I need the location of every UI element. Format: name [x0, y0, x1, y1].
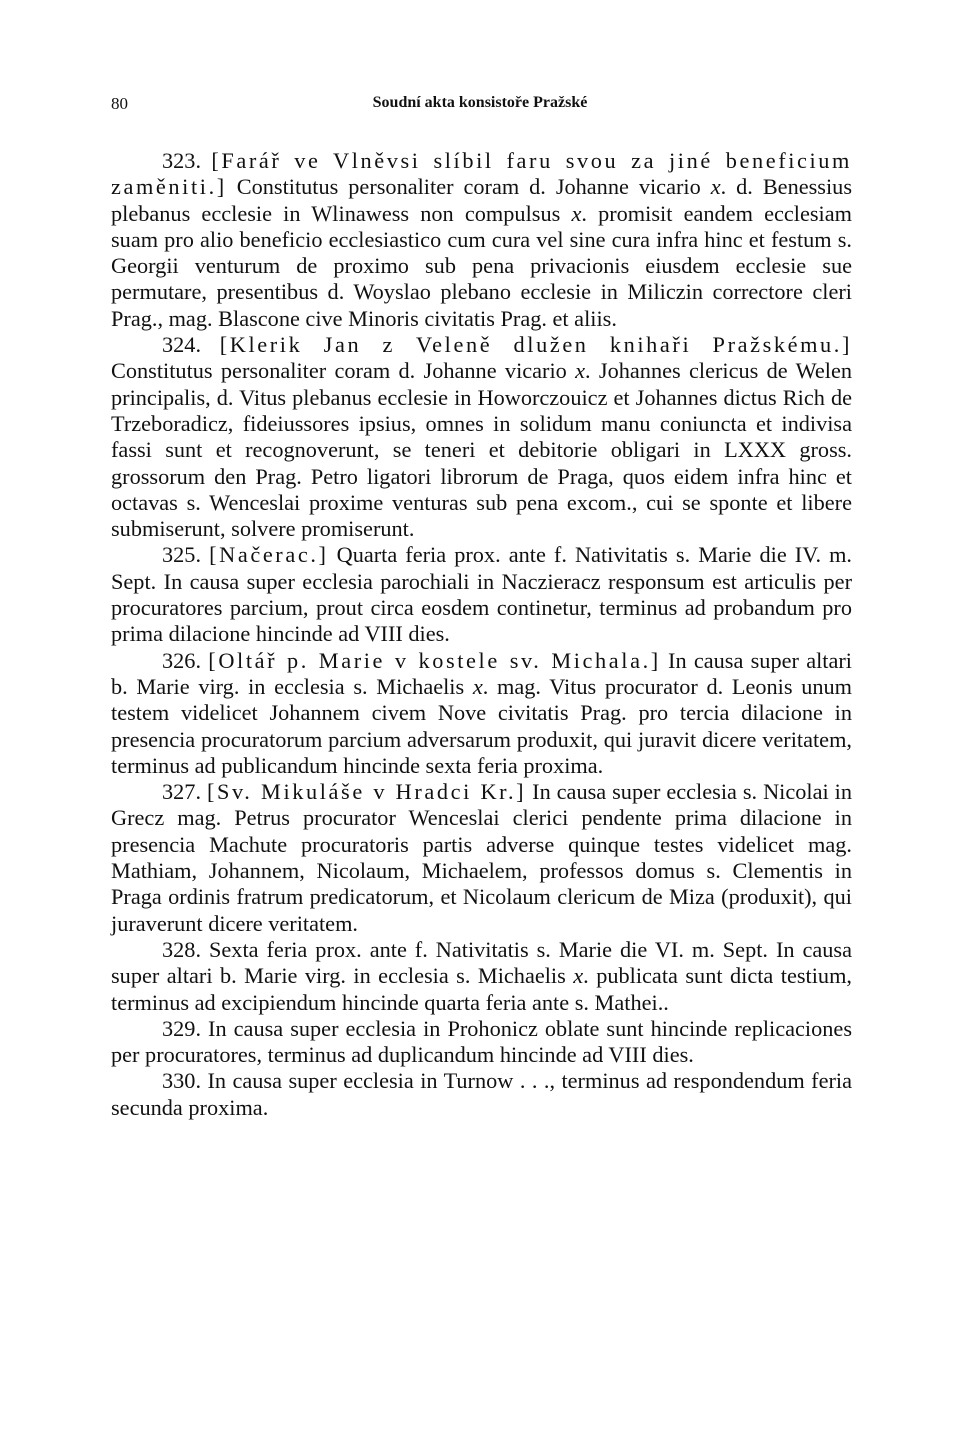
entry-text: . Johannes clericus de Welen principalis, d. Vitus plebanus ecclesie in Howorczouicz et Johannes dictus Rich de Trzeboradicz, fideiussores ipsius, omnes in solidum manu coniuncta et indivisa fassi sunt et recognoverunt, se teneri et debitorie obligari in LXXX gross. grossorum den Prag. Petro ligatori librorum de Praga, quos eidem infra hinc et octavas s. Wenceslai proxime venturas sub pena excom., cui se sponte et libere submiserunt, solvere promiserunt.	[111, 358, 852, 542]
entry-text: . d. Benessius plebanus ecclesie in Wlinawess non compulsus	[111, 174, 853, 226]
entry-text: In causa super altari b. Marie virg. in ecclesia s. Michaelis	[111, 647, 852, 699]
entry-heading: [Oltář p. Marie v kostele sv. Michala.]	[208, 647, 661, 673]
entry-text: Sexta feria prox. ante f. Nativitatis s. Marie die VI. m. Sept. In causa super altari b. Marie virg. in ecclesia s. Michaelis	[111, 936, 852, 989]
page-number: 80	[111, 94, 128, 113]
entry-number: 330.	[162, 1068, 202, 1094]
entry-325	[111, 542, 852, 647]
entry-328	[111, 937, 852, 1016]
entry-number: 329.	[162, 1015, 202, 1041]
entry-heading: [Načerac.]	[209, 542, 329, 568]
entry-324	[111, 332, 852, 542]
variable-x: x	[571, 200, 582, 226]
entry-text: In causa super ecclesia s. Nicolai in Grecz mag. Petrus procurator Wenceslai clerici pendente prima dilacione in presencia Machute procuratoris partis adverse quinque testes videlicet mag. Mathiam, Johannem, Nicolaum, Michaelem, professos domus s. Clementis in Praga ordinis fratrum predicatorum, et Nicolaum clericum de Miza (produxit), qui juraverunt dicere veritatem.	[111, 779, 852, 936]
variable-x: x	[710, 174, 721, 200]
body-text	[111, 148, 852, 1121]
entry-text: In causa super ecclesia in Prohonicz oblate sunt hincinde replicaciones per procuratores, terminus ad duplicandum hincinde ad VIII dies.	[111, 1015, 852, 1068]
entry-text: Constitutus personaliter coram d. Johanne vicario	[111, 358, 576, 384]
entry-329	[111, 1016, 852, 1069]
running-title: Soudní akta konsistoře Pražské	[372, 94, 588, 111]
entry-text: In causa super ecclesia in Turnow . . ., terminus ad respondendum feria secunda proxima.	[111, 1068, 852, 1120]
entry-number: 327.	[162, 779, 202, 805]
entry-text: . publicata sunt dicta testium, terminus ad excipiendum hincinde quarta feria ante s. Mathei..	[111, 963, 852, 1015]
entry-330	[111, 1068, 852, 1121]
entry-text: . mag. Vitus procurator d. Leonis unum testem videlicet Johannem civem Nove civitatis Prag. pro tercia dilacione in presencia procuratorum parcium adversarum produxit, qui juravit dicere veritatem, terminus ad publicandum hincinde sexta feria proxima.	[111, 673, 852, 778]
variable-x: x	[472, 673, 483, 699]
entry-number: 323.	[162, 148, 202, 173]
entry-heading: [Klerik Jan z Veleně dlužen knihaři Pražskému.]	[219, 332, 852, 358]
entry-text: Constitutus personaliter coram d. Johanne vicario	[226, 174, 711, 200]
entry-heading: [Farář ve Vlněvsi slíbil faru svou za jiné beneficium zaměniti.]	[111, 148, 853, 200]
entry-326	[111, 648, 852, 779]
entry-text: . promisit eandem ecclesiam suam pro alio beneficio ecclesiastico cum cura vel sine cura infra hinc et festum s. Georgii venturum de proximo sub pena privacionis eiusdem ecclesie sue permutare, presentibus d. Woyslao plebano ecclesie in Miliczin correctore cleri Prag., mag. Blascone cive Minoris civitatis Prag. et aliis.	[111, 200, 852, 331]
variable-x: x	[573, 963, 584, 989]
entry-number: 328.	[162, 936, 202, 962]
entry-327	[111, 779, 852, 937]
entry-number: 325.	[162, 542, 202, 568]
entry-heading: [Sv. Mikuláše v Hradci Kr.]	[206, 779, 527, 805]
entry-number: 326.	[162, 647, 202, 673]
variable-x: x	[575, 358, 586, 384]
page-header	[111, 94, 849, 118]
entry-323	[111, 148, 852, 332]
entry-number: 324.	[162, 332, 202, 358]
entry-text: Quarta feria prox. ante f. Nativitatis s. Marie die IV. m. Sept. In causa super ecclesia parochiali in Naczieracz responsum est articulis per procuratores parcium, prout circa eosdem continetur, terminus ad probandum pro prima dilacione hincinde ad VIII dies.	[111, 542, 852, 647]
